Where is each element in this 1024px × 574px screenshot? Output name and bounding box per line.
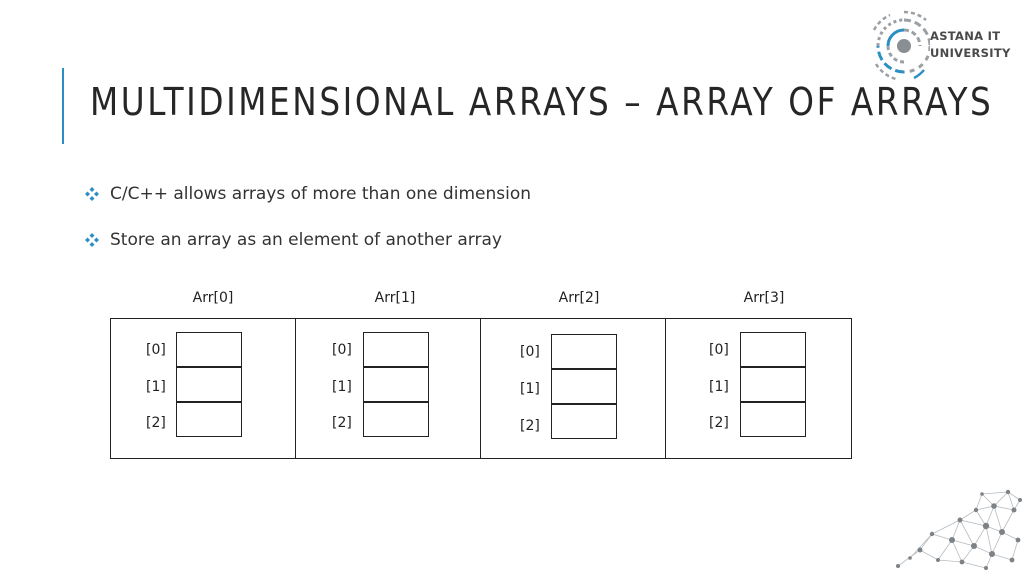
title-accent-bar [62,68,64,144]
array-cell [740,367,806,402]
array-cell [551,334,617,369]
column-divider [295,318,296,459]
array-cell [363,402,429,437]
index-label: [2] [332,415,352,431]
index-label: [2] [709,415,729,431]
array-cell [551,404,617,439]
column-label: Arr[1] [374,290,416,306]
column-label: Arr[3] [743,290,785,306]
column-label: Arr[2] [558,290,600,306]
array-cell [740,402,806,437]
index-label: [2] [520,418,540,434]
index-label: [1] [146,379,166,395]
column-divider [480,318,481,459]
index-label: [1] [709,379,729,395]
logo-line1: ASTANA IT [930,29,1001,43]
bullet-list [84,182,531,274]
array-cell [551,369,617,404]
university-logo [866,8,1018,88]
slide-title: MULTIDIMENSIONAL ARRAYS – ARRAY OF ARRAYS [90,80,994,124]
bullet-item [84,228,531,252]
array-of-arrays-diagram [110,288,852,460]
array-cell [176,402,242,437]
array-cell [740,332,806,367]
bullet-item [84,182,531,206]
index-label: [1] [332,379,352,395]
column-divider [665,318,666,459]
index-label: [0] [146,342,166,358]
array-cell [176,332,242,367]
array-cell [176,367,242,402]
index-label: [0] [709,342,729,358]
index-label: [0] [332,342,352,358]
column-label: Arr[0] [192,290,234,306]
array-cell [363,332,429,367]
array-cell [363,367,429,402]
concentric-circle-logo-icon [866,8,930,88]
bullet-text: Store an array as an element of another array [110,230,502,250]
logo-line2: UNIVERSITY [930,46,1011,60]
index-label: [0] [520,344,540,360]
index-label: [2] [146,415,166,431]
diamond-quad-icon [84,186,100,202]
network-graph-icon [890,470,1024,574]
bullet-text: C/C++ allows arrays of more than one dimension [110,184,531,204]
index-label: [1] [520,381,540,397]
diamond-quad-icon [84,232,100,248]
